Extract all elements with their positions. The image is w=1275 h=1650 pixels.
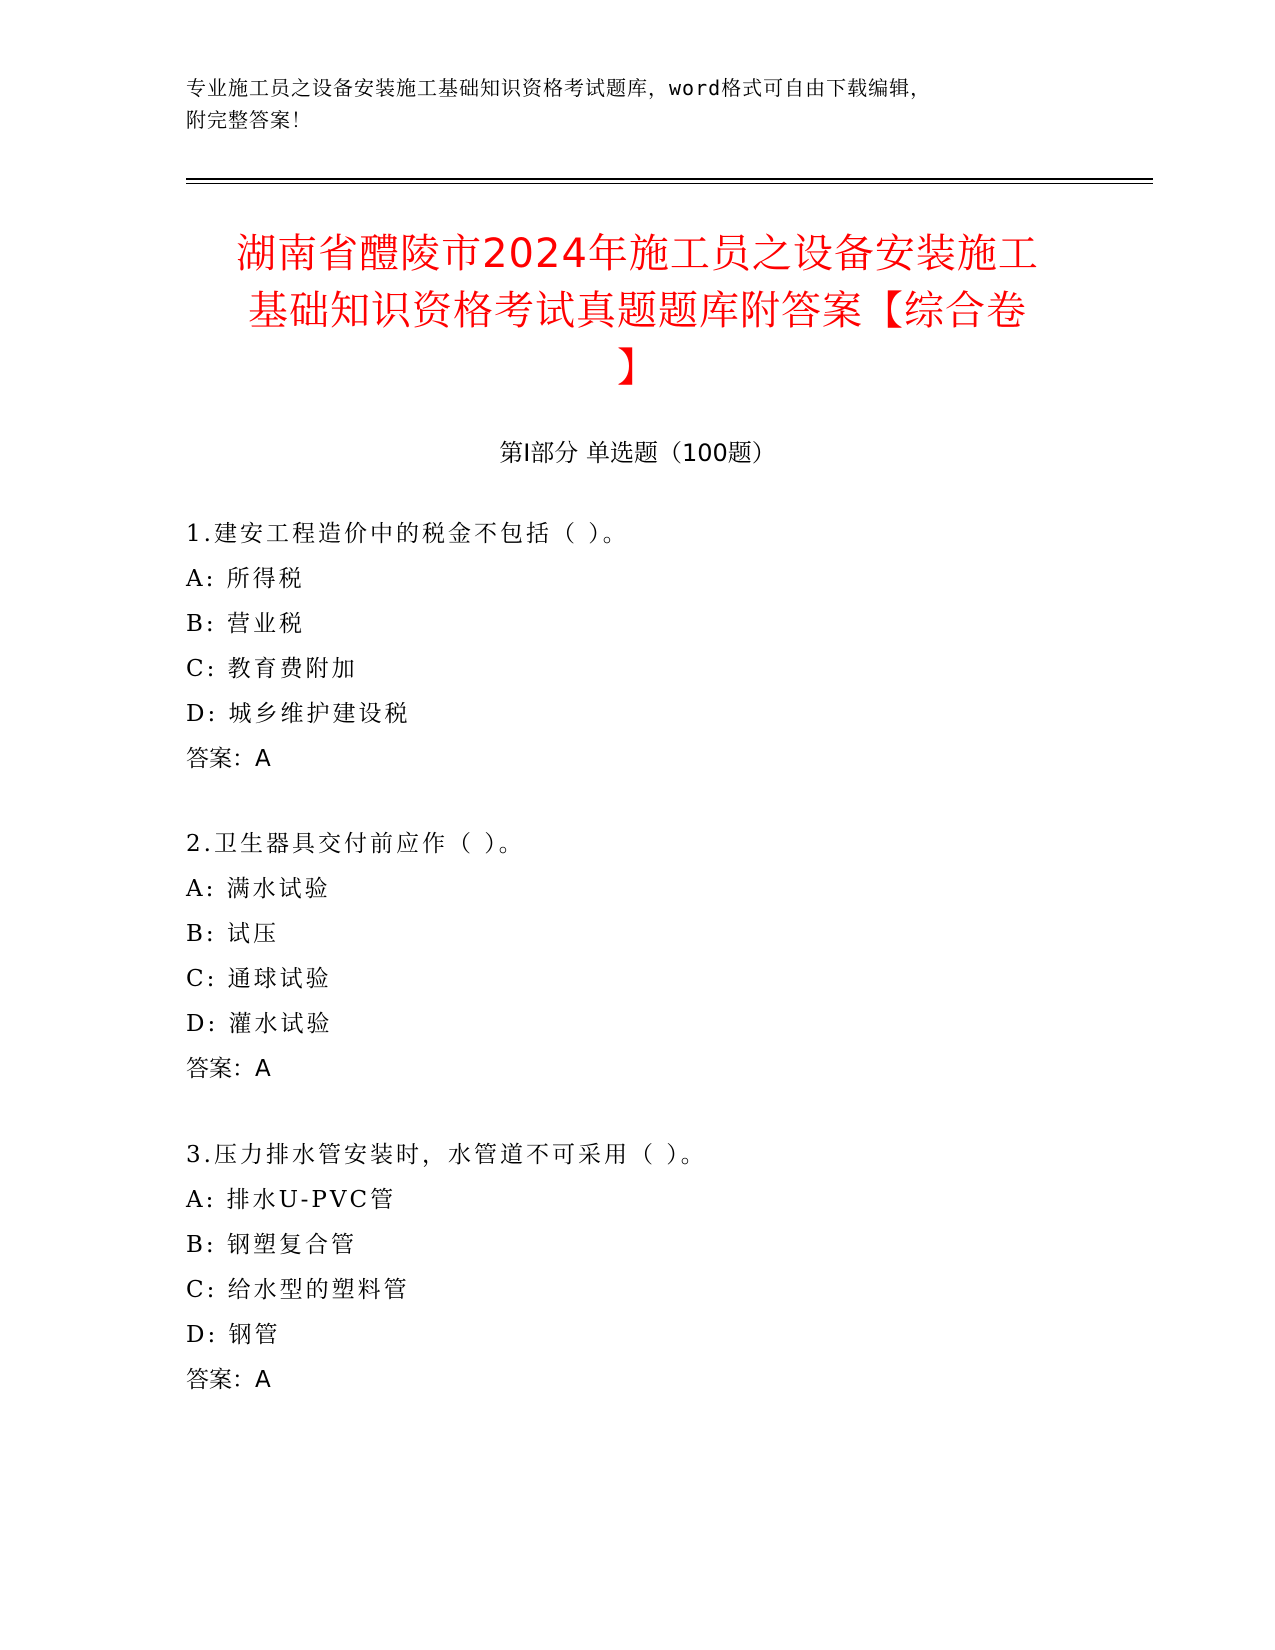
- option-c: C: 给水型的塑料管: [186, 1277, 410, 1303]
- answer: 答案：A: [186, 746, 271, 772]
- option-d: D: 钢管: [186, 1322, 281, 1348]
- option-b: B: 试压: [186, 921, 279, 947]
- question-stem: 3.压力排水管安装时，水管道不可采用（ ）。: [186, 1142, 707, 1168]
- question-stem: 2.卫生器具交付前应作（ ）。: [186, 831, 525, 857]
- header-divider-thin: [186, 183, 1153, 184]
- header-note-line-1: 专业施工员之设备安装施工基础知识资格考试题库，word格式可自由下载编辑，: [186, 76, 932, 100]
- title-line-3: 】: [617, 345, 658, 391]
- option-c: C: 通球试验: [186, 966, 332, 992]
- title-line-2: 基础知识资格考试真题题库附答案【综合卷: [248, 288, 1027, 334]
- question-1: [186, 512, 1126, 782]
- question-2: [186, 822, 1126, 1092]
- option-b: B: 营业税: [186, 611, 305, 637]
- option-b: B: 钢塑复合管: [186, 1232, 357, 1258]
- header-note-line-2: 附完整答案！: [186, 108, 312, 132]
- option-c: C: 教育费附加: [186, 656, 358, 682]
- option-d: D: 城乡维护建设税: [186, 701, 411, 727]
- option-a: A: 满水试验: [186, 876, 331, 902]
- document-title: [150, 226, 1125, 397]
- question-stem: 1.建安工程造价中的税金不包括（ ）。: [186, 521, 629, 547]
- question-3: [186, 1133, 1126, 1403]
- option-a: A: 所得税: [186, 566, 305, 592]
- title-line-1: 湖南省醴陵市2024年施工员之设备安装施工: [236, 231, 1039, 277]
- header-divider-thick: [186, 178, 1153, 180]
- document-header-note: [186, 72, 1086, 136]
- option-a: A: 排水U-PVC管: [186, 1187, 397, 1213]
- section-heading: 第Ⅰ部分 单选题（100题）: [499, 439, 776, 467]
- answer: 答案：A: [186, 1367, 271, 1393]
- answer: 答案：A: [186, 1056, 271, 1082]
- option-d: D: 灌水试验: [186, 1011, 333, 1037]
